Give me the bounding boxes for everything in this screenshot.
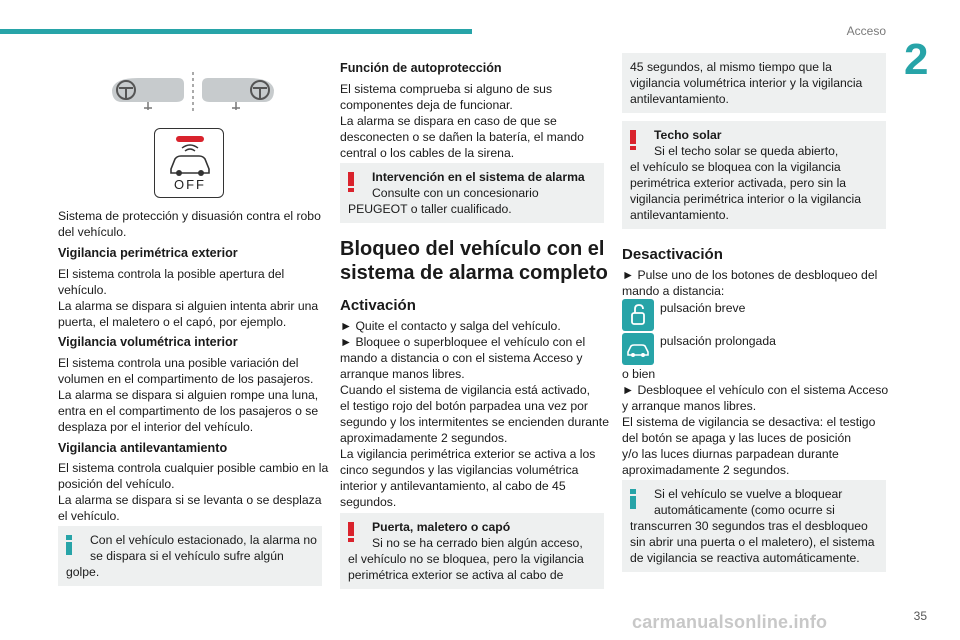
warning-icon (629, 130, 637, 150)
section-heading: Bloqueo del vehículo con el (340, 238, 605, 260)
heading-selfprotection: Función de autoprotección (340, 61, 502, 75)
paragraph-line: ► Quite el contacto y salga del vehículo. (340, 319, 561, 333)
note-line: vigilancia perimétrica interior o la vigilancia (630, 192, 861, 206)
info-icon (629, 489, 637, 509)
paragraph-line: el testigo rojo del botón parpadea una vez por (340, 399, 588, 413)
note-line: se dispara si el vehículo sufre algún (90, 549, 284, 563)
info-note (58, 526, 322, 586)
heading-exterior: Vigilancia perimétrica exterior (58, 246, 238, 260)
short-press-label: pulsación breve (660, 301, 746, 315)
paragraph-line: y arranque manos libres. (622, 399, 757, 413)
paragraph-line: volumen en el compartimento de los pasajeros. (58, 372, 314, 386)
note-line: el vehículo no se bloquea, pero la vigilancia (348, 552, 584, 566)
section-title: Acceso (846, 24, 886, 38)
mirror-illustration (108, 70, 278, 114)
note-line: Si el techo solar se queda abierto, (654, 144, 839, 158)
note-line: Si no se ha cerrado bien algún acceso, (372, 536, 583, 550)
heading-activation: Activación (340, 297, 416, 314)
info-note (622, 480, 886, 572)
paragraph-line: aproximadamente 2 segundos. (340, 431, 508, 445)
note-line: Consulte con un concesionario (372, 186, 539, 200)
paragraph-line: mando a distancia o con el sistema Acceso y (340, 351, 583, 365)
note-line: Con el vehículo estacionado, la alarma no (90, 533, 317, 547)
paragraph-line: El sistema comprueba si alguno de sus (340, 82, 553, 96)
chapter-number: 2 (904, 35, 929, 84)
paragraph-line: Cuando el sistema de vigilancia está activado, (340, 383, 590, 397)
paragraph-line: puerta, el maletero o el capó, por ejemplo. (58, 315, 287, 329)
paragraph-line: posición del vehículo. (58, 477, 175, 491)
paragraph-line: El sistema controla cualquier posible cambio en la (58, 461, 329, 475)
paragraph-line: desplaza por el interior del vehículo. (58, 420, 254, 434)
car-unlock-key-icon (622, 333, 654, 365)
note-line: de vigilancia se reactiva automáticamente. (630, 551, 860, 565)
paragraph-line: arranque manos libres. (340, 367, 465, 381)
paragraph-line: o bien (622, 367, 656, 381)
note-line: automáticamente (como ocurre si (654, 503, 835, 517)
red-indicator-icon (176, 136, 204, 142)
heading-deactivation: Desactivación (622, 246, 723, 263)
warning-note (622, 121, 886, 229)
caption-line: del vehículo. (58, 225, 127, 239)
paragraph-line: desconecten o se dañen la batería, el mando (340, 130, 584, 144)
paragraph-line: central o los cables de la sirena. (340, 146, 515, 160)
section-heading: sistema de alarma completo (340, 262, 608, 284)
note-line: antilevantamiento. (630, 208, 729, 222)
note-line: 45 segundos, al mismo tiempo que la (630, 60, 832, 74)
car-icon (171, 156, 209, 173)
note-line: antilevantamiento. (630, 92, 729, 106)
paragraph-line: componentes deja de funcionar. (340, 98, 513, 112)
warning-continuation (622, 53, 886, 113)
paragraph-line: La alarma se dispara si alguien intenta abrir una (58, 299, 319, 313)
paragraph-line: segundo y los intermitentes se encienden durante (340, 415, 609, 429)
watermark: carmanualsonline.info (632, 612, 828, 632)
note-line: PEUGEOT o taller cualificado. (348, 202, 512, 216)
note-line: perimétrica exterior activada, pero sin la (630, 176, 847, 190)
unlock-key-icon (622, 299, 654, 331)
paragraph-line: el vehículo. (58, 509, 120, 523)
paragraph-line: segundos. (340, 495, 397, 509)
paragraph-line: interior y antilevantamiento, al cabo de 45 (340, 479, 566, 493)
header-accent-bar (0, 29, 472, 34)
paragraph-line: El sistema controla una posible variación del (58, 356, 299, 370)
paragraph-line: El sistema de vigilancia se desactiva: el testigo (622, 415, 876, 429)
paragraph-line: ► Pulse uno de los botones de desbloqueo del (622, 268, 878, 282)
note-line: perimétrica exterior se activa al cabo de (348, 568, 564, 582)
paragraph-line: vehículo. (58, 283, 107, 297)
page-number: 35 (913, 609, 927, 623)
paragraph-line: ► Desbloquee el vehículo con el sistema Acceso (622, 383, 889, 397)
paragraph-line: La vigilancia perimétrica exterior se activa a los (340, 447, 596, 461)
paragraph-line: del botón se apaga y las luces de posición (622, 431, 852, 445)
info-icon (65, 535, 73, 555)
warning-title: Puerta, maletero o capó (372, 520, 511, 534)
warning-note (340, 513, 604, 589)
paragraph-line: ► Bloquee o superbloquee el vehículo con el (340, 335, 586, 349)
warning-note (340, 163, 604, 223)
note-line: Si el vehículo se vuelve a bloquear (654, 487, 843, 501)
paragraph-line: La alarma se dispara si alguien rompe una luna, (58, 388, 319, 402)
note-line: transcurren 30 segundos tras el desbloqueo (630, 519, 868, 533)
caption-line: Sistema de protección y disuasión contra el robo (58, 209, 321, 223)
warning-icon (347, 172, 355, 192)
note-line: golpe. (66, 565, 100, 579)
warning-icon (347, 522, 355, 542)
paragraph-line: y/o las luces diurnas parpadean durante (622, 447, 839, 461)
paragraph-line: La alarma se dispara si se levanta o se desplaza (58, 493, 322, 507)
paragraph-line: entra en el compartimento de los pasajeros o se (58, 404, 319, 418)
off-label: OFF (174, 177, 206, 192)
heading-volumetric: Vigilancia volumétrica interior (58, 335, 238, 349)
paragraph-line: aproximadamente 2 segundos. (622, 463, 790, 477)
paragraph-line: El sistema controla la posible apertura del (58, 267, 285, 281)
paragraph-line: La alarma se dispara en caso de que se (340, 114, 557, 128)
note-line: vigilancia volumétrica interior y la vigilancia (630, 76, 863, 90)
paragraph-line: mando a distancia: (622, 284, 725, 298)
alarm-off-button (154, 128, 224, 198)
note-line: sin abrir una puerta o el maletero), el sistema (630, 535, 875, 549)
warning-title: Intervención en el sistema de alarma (372, 170, 585, 184)
long-press-label: pulsación prolongada (660, 334, 776, 348)
heading-antilift: Vigilancia antilevantamiento (58, 441, 228, 455)
warning-title: Techo solar (654, 128, 722, 142)
note-line: el vehículo se bloquea con la vigilancia (630, 160, 841, 174)
paragraph-line: cinco segundos y las vigilancias volumétrica (340, 463, 579, 477)
